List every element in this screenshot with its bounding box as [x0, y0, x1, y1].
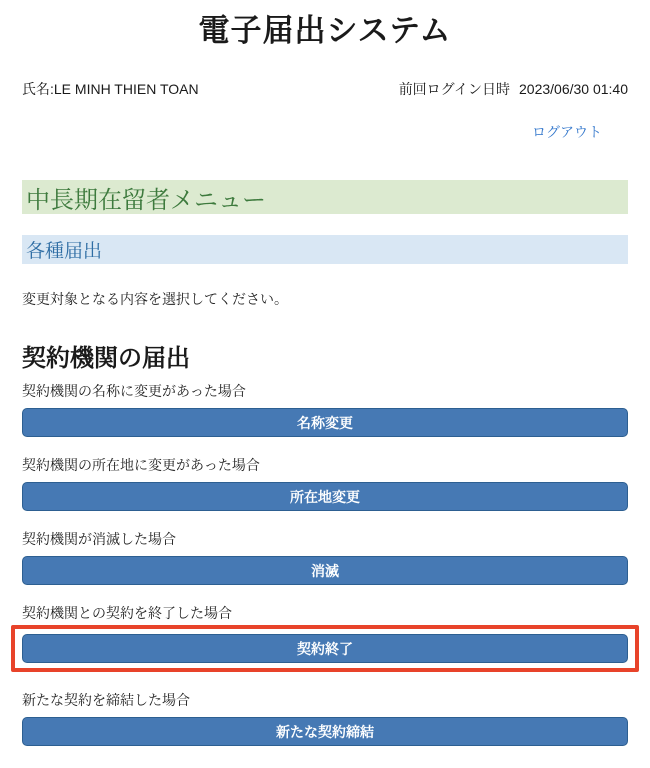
instruction-text: 変更対象となる内容を選択してください。 [22, 291, 288, 307]
name-change-button[interactable]: 名称変更 [22, 408, 628, 437]
notification-group-name-change [22, 384, 628, 437]
section-heading: 契約機関の届出 [22, 345, 190, 372]
last-login-label: 前回ログイン日時 [398, 81, 510, 97]
notification-group-new-contract [22, 693, 628, 746]
sub-menu-heading-label: 各種届出 [26, 241, 103, 262]
contract-end-button[interactable]: 契約終了 [22, 634, 628, 663]
highlight-annotation-box [11, 625, 639, 672]
notification-group-address-change [22, 458, 628, 511]
sub-menu-heading [22, 235, 628, 264]
main-menu-heading-label: 中長期在留者メニュー [26, 186, 266, 214]
last-login [399, 81, 628, 97]
main-menu-heading [22, 180, 628, 214]
group-label: 契約機関の名称に変更があった場合 [22, 383, 246, 399]
group-label: 契約機関の所在地に変更があった場合 [22, 457, 260, 473]
address-change-button[interactable]: 所在地変更 [22, 482, 628, 511]
page-title: 電子届出システム [198, 13, 452, 48]
user-name: 氏名:LE MINH THIEN TOAN [22, 81, 199, 97]
extinction-button[interactable]: 消滅 [22, 556, 628, 585]
user-info-row [22, 81, 628, 97]
logout-link[interactable]: ログアウト [532, 124, 602, 140]
group-label: 契約機関との契約を終了した場合 [22, 605, 232, 621]
notification-group-extinction [22, 532, 628, 585]
notification-group-contract-end [22, 606, 628, 672]
logout-row [22, 124, 628, 140]
new-contract-button[interactable]: 新たな契約締結 [22, 717, 628, 746]
last-login-value: 2023/06/30 01:40 [519, 81, 628, 97]
group-label: 新たな契約を締結した場合 [22, 692, 190, 708]
group-label: 契約機関が消滅した場合 [22, 531, 176, 547]
